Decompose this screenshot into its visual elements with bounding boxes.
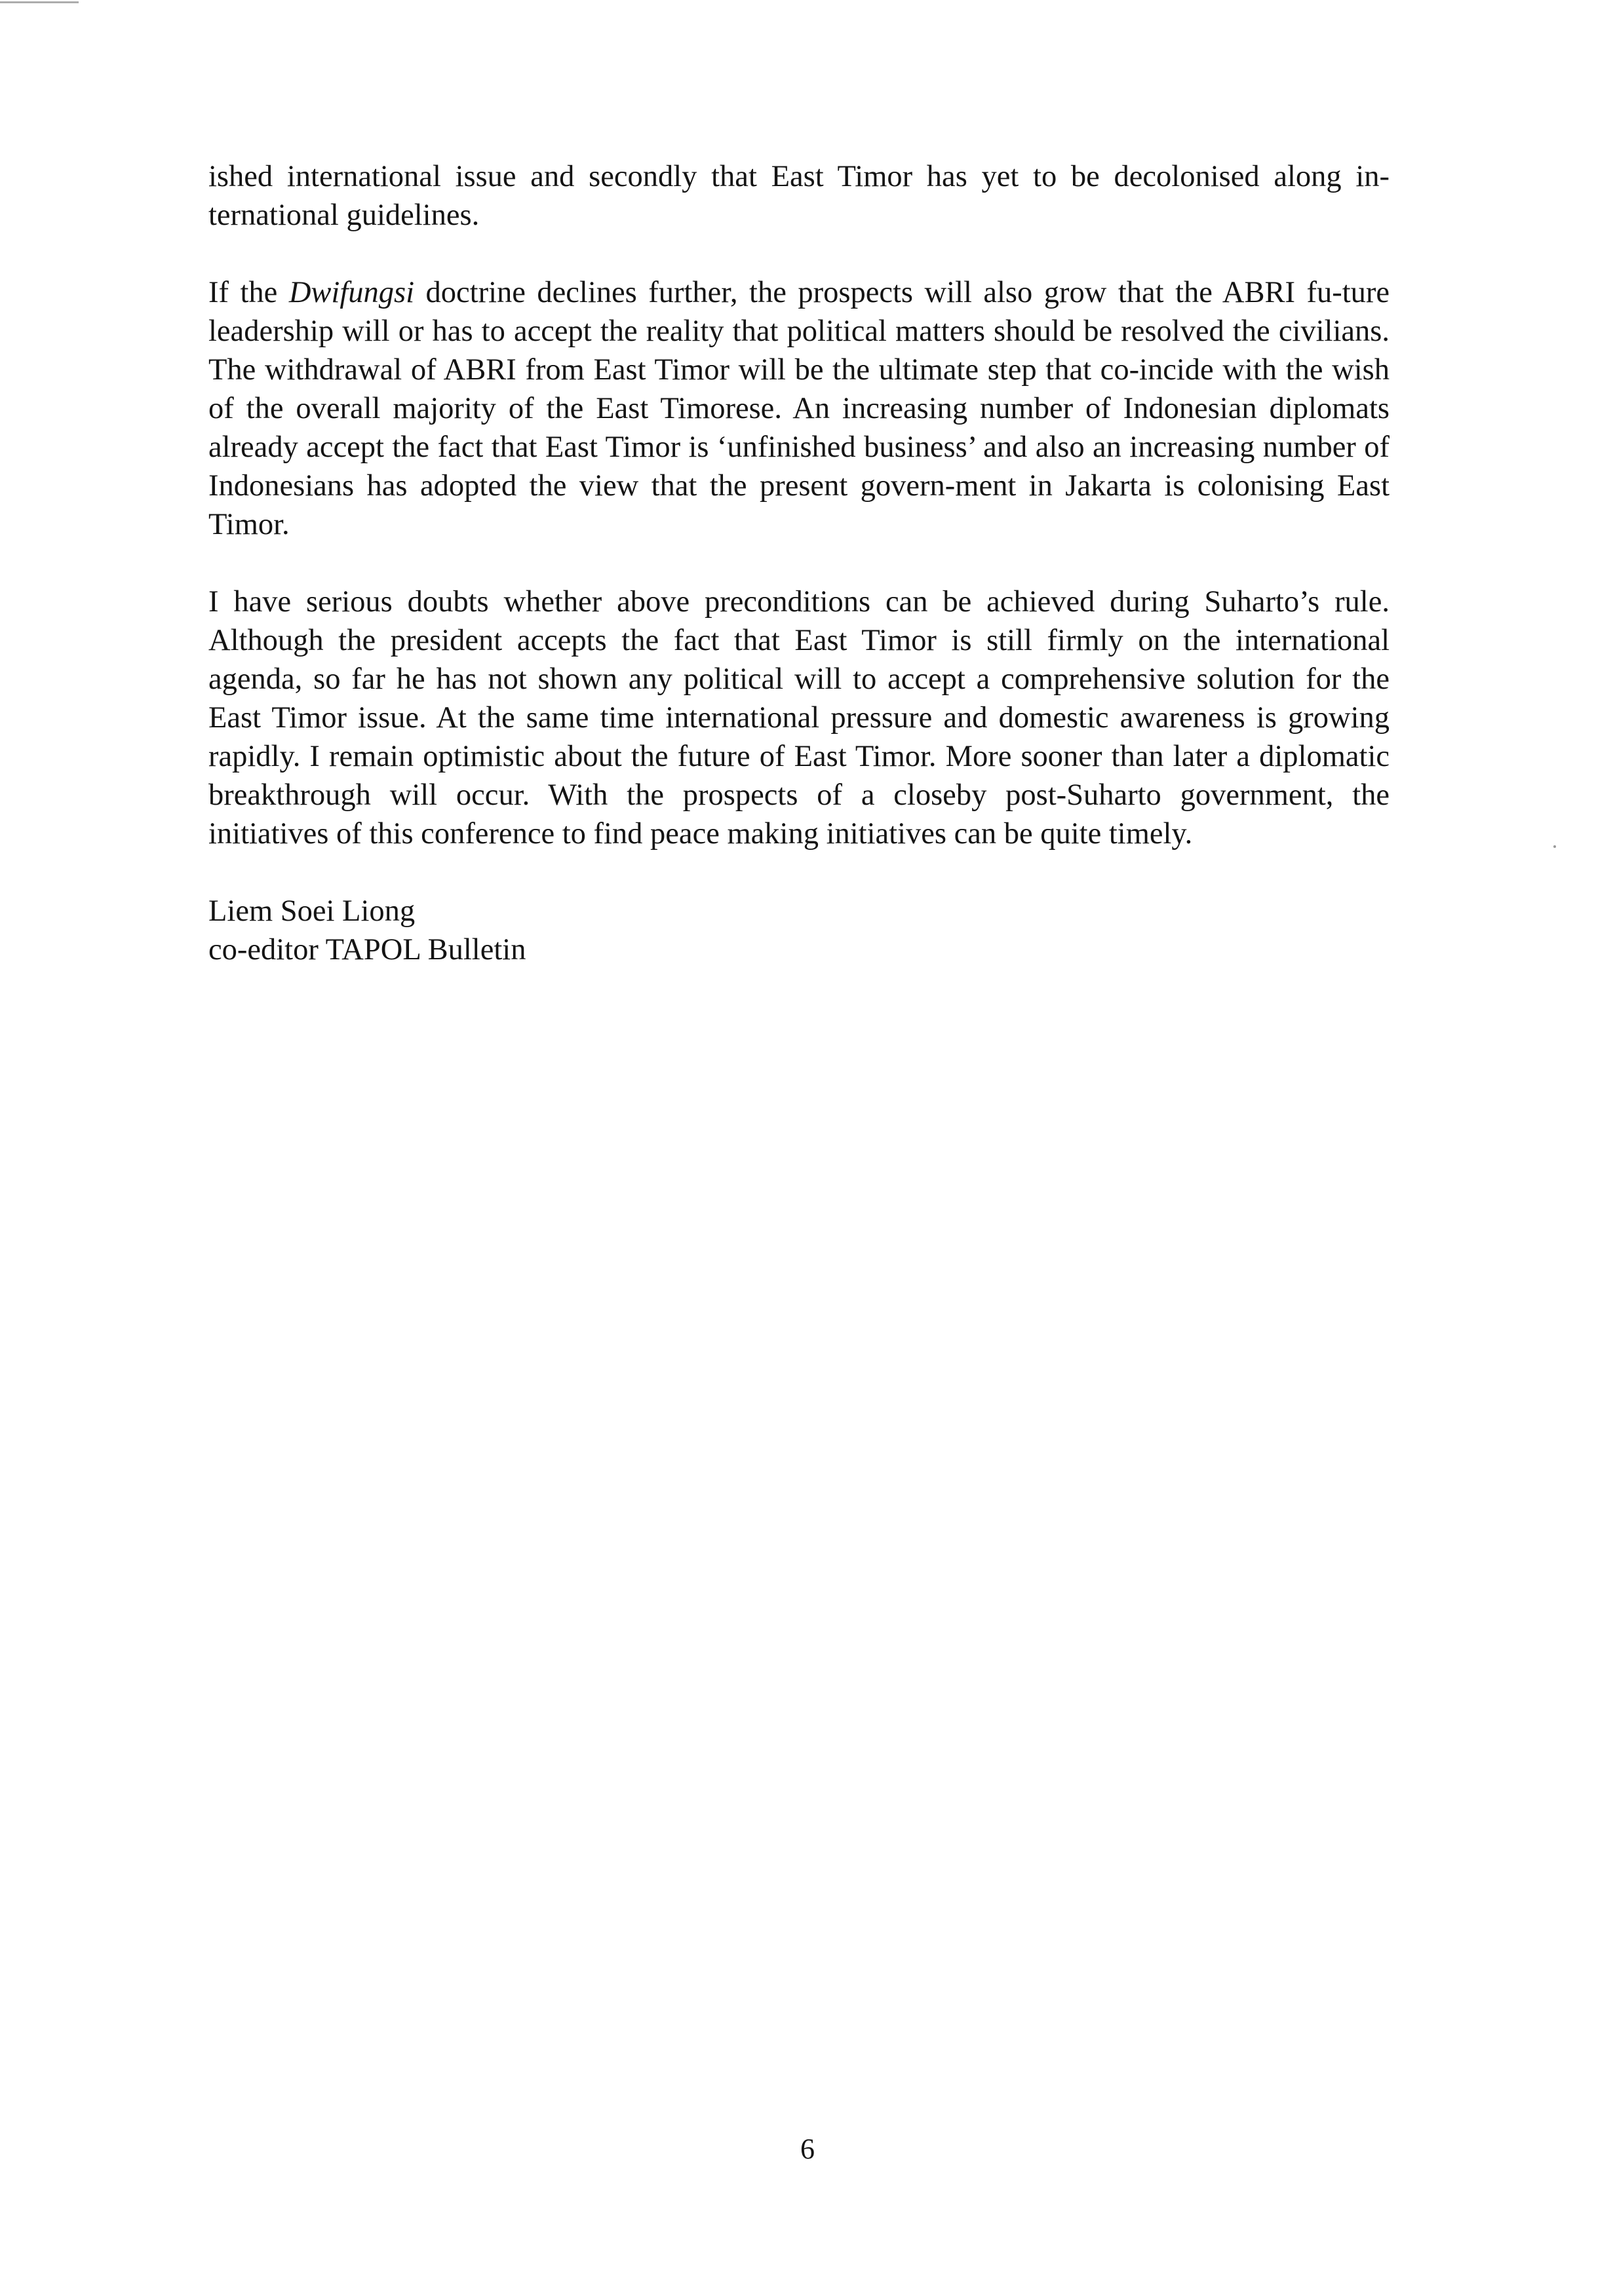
page-number: 6	[800, 2133, 815, 2165]
paragraph-3: I have serious doubts whether above preconditions can be achieved during Suharto’s rule. Although the president accepts the fact that East Timor is still firmly on the international agenda, so far he has not shown any political will to accept a comprehensive solution for the East Timor issue. At the same time international pressure and domestic awareness is growing rapidly. I remain optimistic about the future of East Timor. More sooner than later a diplomatic breakthrough will occur. With the prospects of a closeby post-Suharto government, the initiatives of this conference to find peace making initiatives can be quite timely.	[208, 585, 1390, 851]
scan-speck	[1553, 845, 1556, 848]
author-title: co-editor TAPOL Bulletin	[208, 933, 526, 966]
author-name: Liem Soei Liong	[208, 894, 416, 928]
dwifungsi-term: Dwifungsi	[288, 276, 415, 309]
document-body	[208, 157, 1390, 969]
signature-block	[208, 892, 1390, 969]
scan-edge-mark	[0, 1, 79, 3]
paragraph-2-lead: If the	[208, 276, 289, 309]
paragraph-2	[208, 273, 1390, 544]
paragraph-1: ished international issue and secondly that East Timor has yet to be decolonised along in-ternational guidelines.	[208, 160, 1390, 232]
paragraph-2-body: doctrine declines further, the prospects will also grow that the ABRI fu-ture leadership will or has to accept the reality that political matters should be resolved the civilians. The withdrawal of ABRI from East Timor will be the ultimate step that co-incide with the wish of the overall majority of the East Timorese. An increasing number of Indonesian diplomats already accept the fact that East Timor is ‘unfinished business’ and also an increasing number of Indonesians has adopted the view that the present govern-ment in Jakarta is colonising East Timor.	[208, 276, 1390, 541]
